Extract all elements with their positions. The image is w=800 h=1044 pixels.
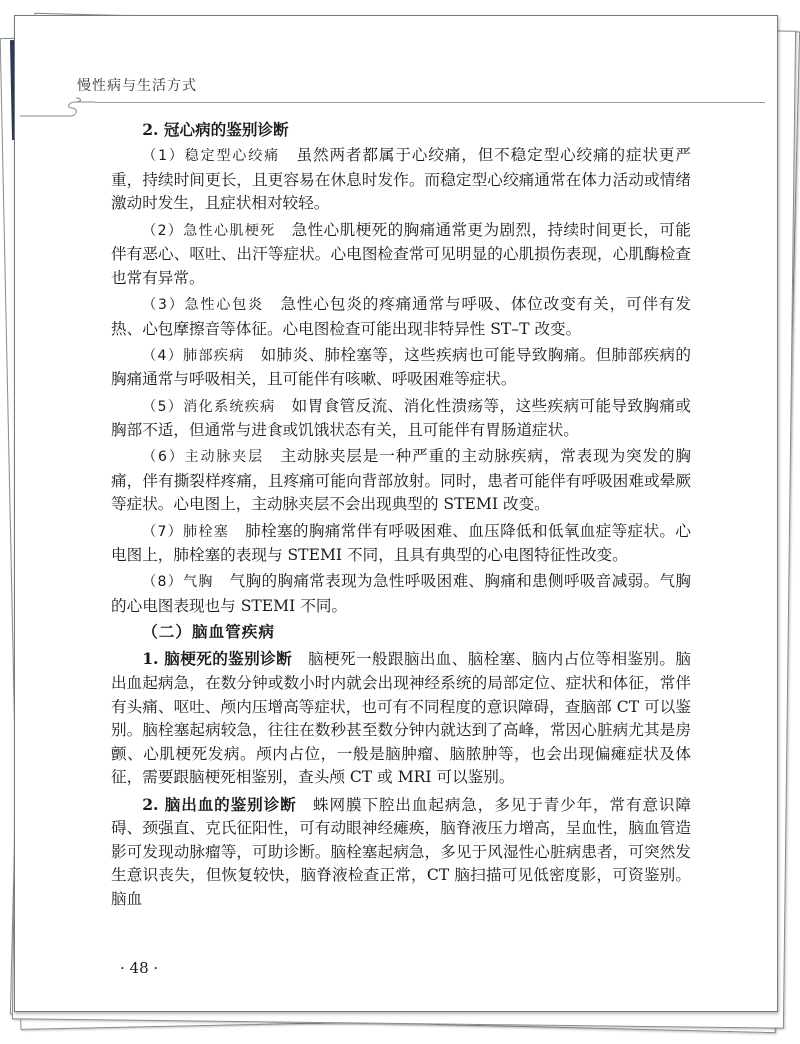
paragraph: （7）肺栓塞 肺栓塞的胸痛常伴有呼吸困难、血压降低和低氧血症等症状。心电图上，肺栓塞的表现与 STEMI 不同，且具有典型的心电图特征性改变。 <box>111 521 691 565</box>
document-page <box>14 15 778 1012</box>
section-title: （二）脑血管疾病 <box>142 623 275 642</box>
paragraph: （2）急性心肌梗死 急性心肌梗死的胸痛通常更为剧烈，持续时间更长，可能伴有恶心、呕吐、出汗等症状。心电图检查常可见明显的心肌损伤表现，心肌酶检查也常有异常。 <box>111 220 691 287</box>
paragraph: （5）消化系统疾病 如胃食管反流、消化性溃疡等，这些疾病可能导致胸痛或胸部不适，但通常与进食或饥饿状态有关，且可能伴有胃肠道症状。 <box>111 396 691 440</box>
header-ornament-icon <box>20 94 110 124</box>
paragraph: （3）急性心包炎 急性心包炎的疼痛通常与呼吸、体位改变有关，可伴有发热、心包摩擦音等体征。心电图检查可能出现非特异性 ST–T 改变。 <box>111 294 691 338</box>
heading: 2. 冠心病的鉴别诊断 <box>142 120 289 139</box>
paragraph: 2. 脑出血的鉴别诊断 蛛网膜下腔出血起病急，多见于青少年，常有意识障碍、颈强直、克氏征阳性，可有动眼神经瘫痪，脑脊液压力增高，呈血性，脑血管造影可发现动脉瘤等，可助诊断。脑栓塞起病急，多见于风湿性心脏病患者，可突然发生意识丧失，但恢复较快，脑脊液检查正常，CT 脑扫描可见低密度影，可资鉴别。脑血 <box>111 794 691 908</box>
paragraph: （8）气胸 气胸的胸痛常表现为急性呼吸困难、胸痛和患侧呼吸音减弱。气胸的心电图表现也与 STEMI 不同。 <box>111 572 691 616</box>
paragraph: （4）肺部疾病 如肺炎、肺栓塞等，这些疾病也可能导致胸痛。但肺部疾病的胸痛通常与呼吸相关，且可能伴有咳嗽、呼吸困难等症状。 <box>111 345 691 389</box>
running-head: 慢性病与生活方式 <box>77 78 197 94</box>
header-rule <box>95 102 765 103</box>
paragraph: （1）稳定型心绞痛 虽然两者都属于心绞痛，但不稳定型心绞痛的症状更严重，持续时间更长，且更容易在休息时发作。而稳定型心绞痛通常在体力活动或情绪激动时发生，且症状相对较轻。 <box>111 146 691 213</box>
page-number: · 48 · <box>120 959 159 977</box>
paragraph: 1. 脑梗死的鉴别诊断 脑梗死一般跟脑出血、脑栓塞、脑内占位等相鉴别。脑出血起病急，在数分钟或数小时内就会出现神经系统的局部定位、症状和体征，常伴有头痛、呕吐、颅内压增高等症状，也可有不同程度的意识障碍，查脑部 CT 可以鉴别。脑栓塞起病较急，往往在数秒甚至数分钟内就达到了高峰，常因心脏病尤其是房颤、心肌梗死发病。颅内占位，一般是脑肿瘤、脑脓肿等，也会出现偏瘫症状及体征，需要跟脑梗死相鉴别，查头颅 CT 或 MRI 可以鉴别。 <box>111 649 691 787</box>
body-text <box>111 118 691 914</box>
paragraph: （6）主动脉夹层 主动脉夹层是一种严重的主动脉疾病，常表现为突发的胸痛，伴有撕裂样疼痛，且疼痛可能向背部放射。同时，患者可能伴有呼吸困难或晕厥等症状。心电图上，主动脉夹层不会出现典型的 STEMI 改变。 <box>111 447 691 514</box>
